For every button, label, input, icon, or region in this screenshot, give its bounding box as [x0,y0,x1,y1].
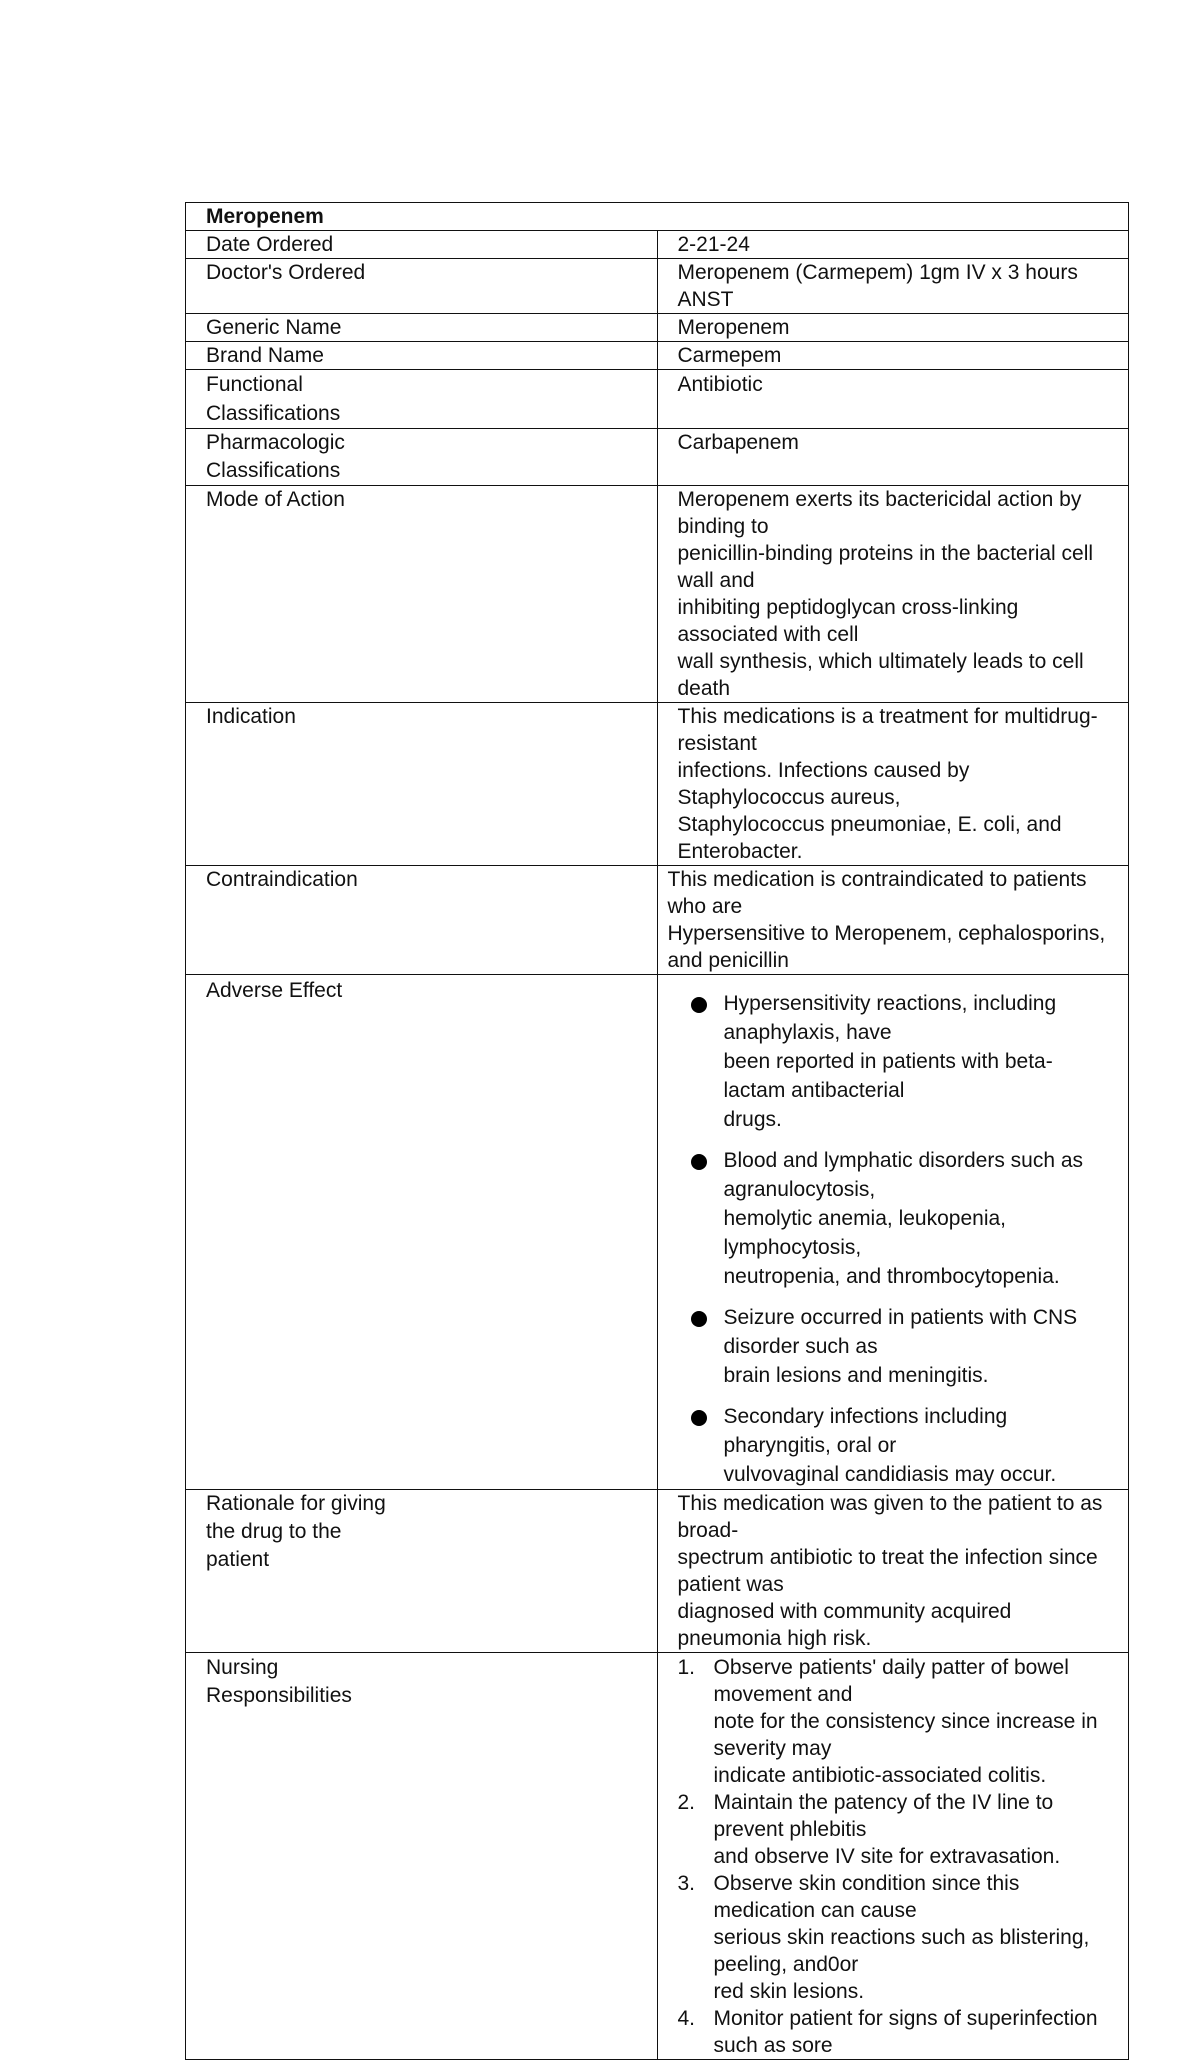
bullet-icon [691,1154,707,1170]
contraindication-value [657,866,1129,975]
text-line: This medication is contraindicated to patients who are [667,868,1087,918]
text-line: inhibiting peptidoglycan cross-linking associated with cell [677,596,1019,646]
generic-name-label: Generic Name [186,314,658,342]
pharmacologic-label-line: Pharmacologic [206,431,345,454]
pharmacologic-classifications-value: Carbapenem [657,429,1129,486]
row-doctors-ordered [186,259,1129,314]
row-indication [186,703,1129,866]
adverse-effect-label: Adverse Effect [186,975,658,1490]
contraindication-label: Contraindication [186,866,658,975]
functional-classifications-value: Antibiotic [657,370,1129,429]
row-nursing-responsibilities [186,1653,1129,2060]
item-number: 3. [677,1872,696,1895]
row-mode-of-action [186,486,1129,703]
text-line: spectrum antibiotic to treat the infection since patient was [677,1546,1098,1596]
text-line: and observe IV site for extravasation. [713,1845,1061,1868]
rationale-value [657,1490,1129,1653]
text-line: red skin lesions. [713,1980,865,2003]
date-ordered-label: Date Ordered [186,231,658,259]
brand-name-value: Carmepem [657,342,1129,370]
pharmacologic-classifications-label [186,429,658,486]
text-line: Monitor patient for signs of superinfection such as sore [713,2007,1098,2057]
label-line: Nursing [206,1656,279,1679]
drug-study-table [185,202,1129,2060]
row-rationale [186,1490,1129,1653]
label-line: the drug to the [206,1520,342,1543]
list-item [678,1146,1115,1291]
row-date-ordered [186,231,1129,259]
text-line: Meropenem exerts its bactericidal action by binding to [677,488,1082,538]
row-adverse-effect [186,975,1129,1490]
text-line: brain lesions and meningitis. [723,1364,989,1387]
label-line: Responsibilities [206,1684,352,1707]
list-item [678,1402,1115,1489]
doctors-ordered-value: Meropenem (Carmepem) 1gm IV x 3 hours ANST [657,259,1129,314]
item-number: 1. [677,1656,696,1679]
row-functional-classifications [186,370,1129,429]
text-line: Blood and lymphatic disorders such as agranulocytosis, [723,1149,1084,1201]
bullet-icon [691,1410,707,1426]
text-line: serious skin reactions such as blistering, peeling, and0or [713,1926,1090,1976]
functional-label-line: Functional [206,373,303,396]
row-generic-name [186,314,1129,342]
adverse-effect-list [678,975,1115,1489]
text-line: Seizure occurred in patients with CNS disorder such as [723,1306,1078,1358]
text-line: indicate antibiotic-associated colitis. [713,1764,1047,1787]
text-line: wall synthesis, which ultimately leads to cell death [677,650,1084,700]
text-line: Staphylococcus pneumoniae, E. coli, and Enterobacter. [677,813,1062,863]
text-line: vulvovaginal candidiasis may occur. [723,1463,1057,1486]
pharmacologic-label-line: Classifications [206,459,341,482]
nursing-list [678,1654,1115,2059]
row-contraindication [186,866,1129,975]
adverse-effect-value [657,975,1129,1490]
list-item [678,989,1115,1134]
drug-title: Meropenem [186,203,1129,231]
text-line: Hypersensitive to Meropenem, cephalosporins, and penicillin [667,922,1106,972]
date-ordered-value: 2-21-24 [657,231,1129,259]
text-line: diagnosed with community acquired pneumonia high risk. [677,1600,1012,1650]
text-line: neutropenia, and thrombocytopenia. [723,1265,1060,1288]
text-line: drugs. [723,1108,782,1131]
list-item [678,1870,1115,2005]
text-line: infections. Infections caused by Staphylococcus aureus, [677,759,970,809]
item-number: 4. [677,2007,696,2030]
mode-of-action-label: Mode of Action [186,486,658,703]
text-line: Observe patients' daily patter of bowel movement and [713,1656,1069,1706]
item-number: 2. [677,1791,696,1814]
functional-classifications-label [186,370,658,429]
list-item [678,2005,1115,2059]
list-item [678,1789,1115,1870]
text-line: note for the consistency since increase in severity may [713,1710,1098,1760]
text-line: This medication was given to the patient to as broad- [677,1492,1103,1542]
functional-label-line: Classifications [206,402,341,425]
text-line: This medications is a treatment for multidrug-resistant [677,705,1098,755]
text-line: Observe skin condition since this medication can cause [713,1872,1020,1922]
bullet-icon [691,1311,707,1327]
table-title-row [186,203,1129,231]
text-line: Maintain the patency of the IV line to prevent phlebitis [713,1791,1054,1841]
text-line: hemolytic anemia, leukopenia, lymphocytosis, [723,1207,1006,1259]
text-line: Hypersensitivity reactions, including anaphylaxis, have [723,992,1057,1044]
label-line: patient [206,1548,270,1571]
row-pharmacologic-classifications [186,429,1129,486]
nursing-responsibilities-label [186,1653,658,2060]
indication-value [657,703,1129,866]
mode-of-action-value [657,486,1129,703]
text-line: been reported in patients with beta-lactam antibacterial [723,1050,1053,1102]
text-line: Secondary infections including pharyngitis, oral or [723,1405,1008,1457]
row-brand-name [186,342,1129,370]
indication-label: Indication [186,703,658,866]
generic-name-value: Meropenem [657,314,1129,342]
nursing-responsibilities-value [657,1653,1129,2060]
bullet-icon [691,997,707,1013]
label-line: Rationale for giving [206,1492,386,1515]
rationale-label [186,1490,658,1653]
list-item [678,1654,1115,1789]
doctors-ordered-label: Doctor's Ordered [186,259,658,314]
text-line: penicillin-binding proteins in the bacterial cell wall and [677,542,1094,592]
brand-name-label: Brand Name [186,342,658,370]
list-item [678,1303,1115,1390]
